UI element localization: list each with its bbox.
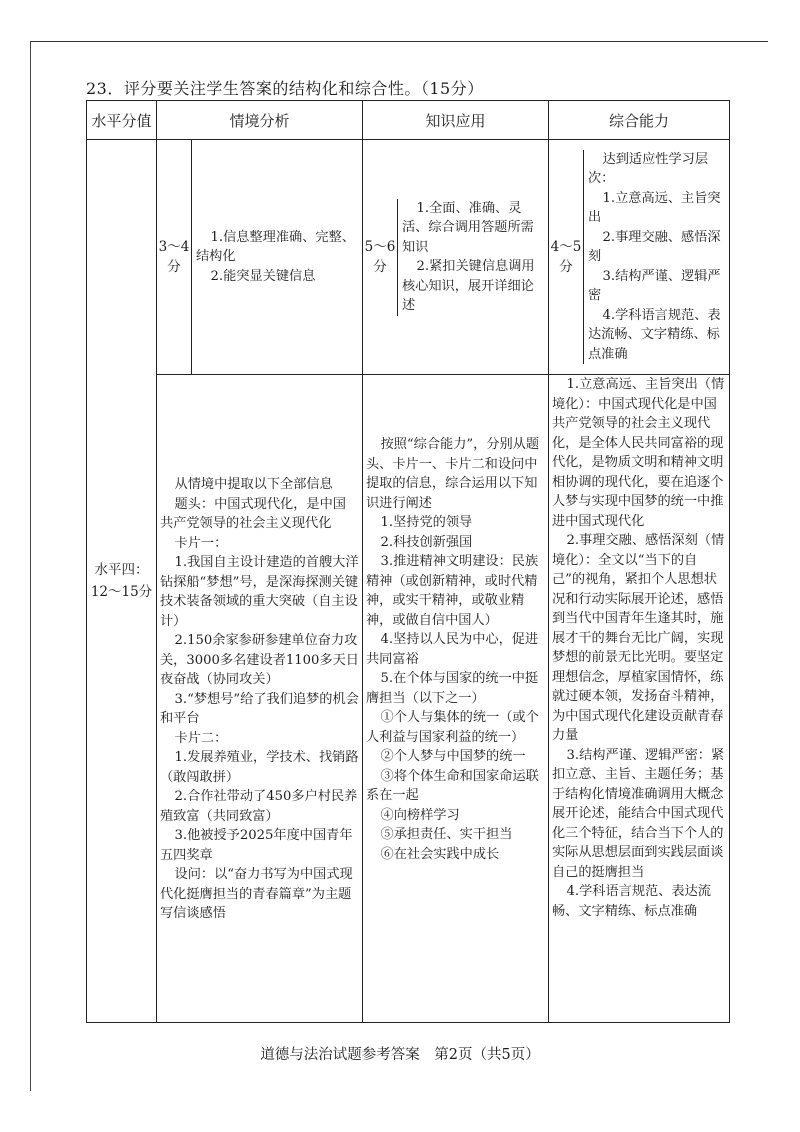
knowledge-item: ⑥在社会实践中成长 — [380, 846, 500, 862]
knowledge-item: 按照“综合能力”，分别从题头、卡片一、卡片二和设问中提取的信息，综合运用以下知识进行阐述 — [366, 437, 540, 511]
knowledge-item: 5.在个体与国家的统一中挺膺担当（以下之一） — [366, 671, 539, 706]
level-four-detail-row — [87, 375, 730, 1023]
knowledge-score: 5～6分 — [363, 199, 398, 316]
situation-criteria-2: 2.能突显关键信息 — [210, 268, 316, 284]
knowledge-item: ⑤承担责任、实干担当 — [380, 827, 513, 842]
ability-item: 1.立意高远、主旨突出（情境化）：中国式现代化是中国共产党领导的社会主义现代化，是全体人民共同富裕的现代化，是物质文明和精神文明相协调的现代化，要在追逐个人梦与实现中国梦的统一中推进中国式现代化 — [552, 377, 725, 529]
knowledge-item: 1.坚持党的领导 — [380, 515, 473, 530]
knowledge-criteria — [398, 199, 549, 316]
situation-criteria-1: 1.信息整理准确、完整、结构化 — [196, 229, 355, 265]
knowledge-item: ③将个体生命和国家命运联系在一起 — [366, 768, 539, 803]
ability-detail — [549, 375, 730, 1023]
header-row — [87, 101, 730, 140]
situation-item: 卡片一： — [174, 535, 228, 551]
knowledge-criteria-cell — [363, 140, 549, 375]
knowledge-item: 2.科技创新强国 — [380, 534, 473, 550]
page-footer: 道德与法治试题参考答案 第2页（共5页） — [260, 1047, 540, 1063]
header-knowledge: 知识应用 — [363, 101, 549, 140]
situation-detail — [157, 375, 363, 1023]
question-title: 23．评分要关注学生答案的结构化和综合性。（15分） — [86, 79, 484, 98]
situation-criteria — [192, 140, 363, 374]
situation-item: 卡片二： — [174, 730, 228, 746]
ability-criteria-cell — [549, 140, 730, 375]
header-situation: 情境分析 — [157, 101, 363, 140]
ability-item: 2.事理交融、感悟深刻（情境化）：全文以“当下的自己”的视角，紧扣个人思想状况和行动实际展开论述，感悟到当代中国青年生逢其时，施展才干的舞台无比广阔，实现梦想的前景无比光明。要坚定理想信念，厚植家国情怀，练就过硬本领，发扬奋斗精神，为中国式现代化建设贡献青春力量 — [552, 533, 725, 743]
ability-criteria-2: 2.事理交融、感悟深刻 — [588, 229, 721, 265]
header-ability: 综合能力 — [549, 101, 730, 140]
situation-item: 从情境中提取以下全部信息 — [174, 477, 333, 492]
page-border-left — [30, 41, 31, 1091]
level-four-cell — [87, 140, 157, 1023]
situation-item: 2.合作社带动了450多户村民养殖致富（共同致富） — [160, 789, 358, 824]
situation-criteria-cell — [157, 140, 363, 375]
ability-score: 4～5分 — [549, 150, 584, 365]
ability-criteria-intro: 达到适应性学习层次： — [588, 151, 709, 187]
level-four-range: 12～15分 — [90, 584, 153, 600]
knowledge-detail — [363, 375, 549, 1023]
knowledge-item: ②个人梦与中国梦的统一 — [380, 749, 526, 764]
situation-item: 设问：以“奋力书写为中国式现代化挺膺担当的青春篇章”为主题写信谈感悟 — [160, 867, 353, 921]
knowledge-item: ①个人与集体的统一（或个人利益与国家利益的统一） — [366, 710, 539, 745]
situation-score: 3～4分 — [157, 140, 192, 374]
scoring-table — [86, 100, 730, 1023]
situation-item: 3.他被授予2025年度中国青年五四奖章 — [160, 828, 353, 863]
ability-item: 3.结构严谨、逻辑严密：紧扣立意、主旨、主题任务；基于结构化情境准确调用大概念展开论述，能结合中国式现代化三个特征，结合当下个人的实际从思想层面到实践层面谈自己的挺膺担当 — [552, 747, 725, 880]
page-border-top — [30, 41, 768, 42]
knowledge-criteria-1: 1.全面、准确、灵活、综合调用答题所需知识 — [402, 200, 534, 255]
ability-criteria-1: 1.立意高远、主旨突出 — [588, 190, 721, 226]
ability-criteria-4: 4.学科语言规范、表达流畅、文字精练、标点准确 — [588, 307, 721, 362]
situation-item: 题头：中国式现代化，是中国共产党领导的社会主义现代化 — [160, 496, 346, 531]
ability-criteria — [584, 150, 730, 365]
knowledge-item: ④向榜样学习 — [380, 807, 460, 823]
knowledge-item: 3.推进精神文明建设：民族精神（或创新精神，或时代精神，或实干精神，或敬业精神，或做自信中国人） — [366, 554, 539, 628]
situation-item: 3.“梦想号”给了我们追梦的机会和平台 — [160, 691, 359, 726]
knowledge-item: 4.坚持以人民为中心，促进共同富裕 — [366, 632, 539, 667]
knowledge-criteria-2: 2.紧扣关键信息调用核心知识，展开详细论述 — [402, 259, 535, 313]
ability-item: 4.学科语言规范、表达流畅、文字精练、标点准确 — [552, 884, 711, 919]
header-level: 水平分值 — [87, 101, 157, 140]
situation-item: 1.发展养殖业，学技术、找销路（敢闯敢拼） — [160, 750, 359, 785]
ability-criteria-3: 3.结构严谨、逻辑严密 — [588, 268, 721, 304]
situation-item: 1.我国自主设计建造的首艘大洋钻探船“梦想”号，是深海探测关键技术装备领域的重大突破（自主设计） — [160, 555, 359, 629]
top-criteria-row — [87, 140, 730, 375]
level-four-label: 水平四： — [94, 562, 149, 578]
situation-item: 2.150余家参研参建单位奋力攻关，3000多名建设者1100多天日夜奋战（协同攻关） — [160, 633, 359, 687]
